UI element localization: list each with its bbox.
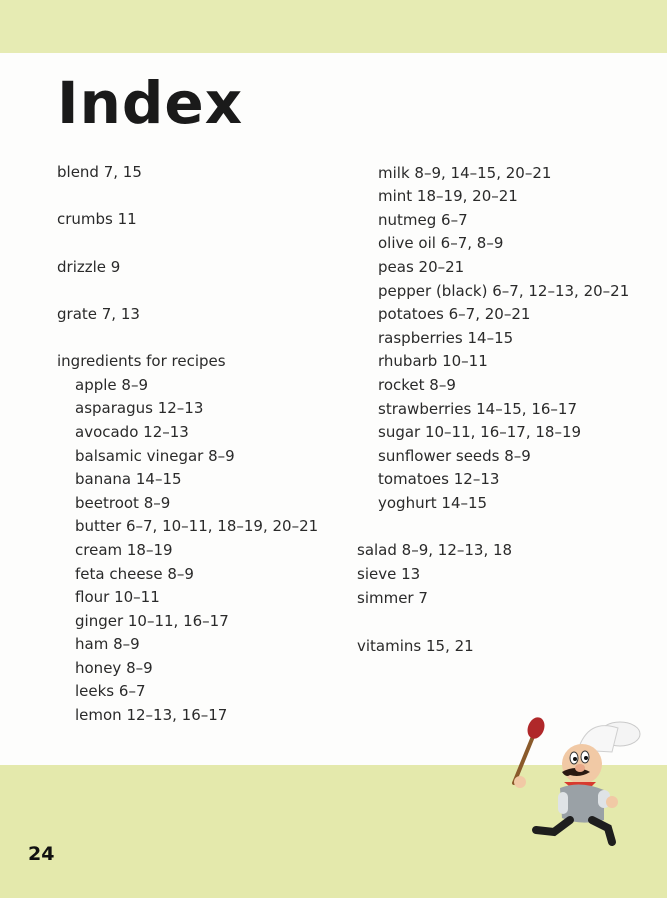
index-subentry: pepper (black) 6–7, 12–13, 20–21: [378, 282, 630, 300]
index-subentry: milk 8–9, 14–15, 20–21: [378, 164, 552, 182]
page-title: Index: [57, 69, 244, 137]
index-subentry: feta cheese 8–9: [75, 565, 194, 583]
index-subentry: banana 14–15: [75, 470, 182, 488]
index-subentry: leeks 6–7: [75, 682, 146, 700]
index-entry-drizzle: drizzle 9: [57, 258, 121, 276]
index-subentry: ham 8–9: [75, 635, 140, 653]
index-subentry: asparagus 12–13: [75, 399, 204, 417]
page-number: 24: [28, 843, 55, 865]
chef-running-with-spoon-icon: [500, 708, 650, 848]
index-subentry: ginger 10–11, 16–17: [75, 612, 229, 630]
index-subentry: tomatoes 12–13: [378, 470, 500, 488]
index-subentry: sunflower seeds 8–9: [378, 447, 531, 465]
index-subentry: peas 20–21: [378, 258, 465, 276]
index-subentry: rhubarb 10–11: [378, 352, 488, 370]
index-entry-crumbs: crumbs 11: [57, 210, 137, 228]
index-subentry: sugar 10–11, 16–17, 18–19: [378, 423, 582, 441]
index-entry-blend: blend 7, 15: [57, 163, 142, 181]
index-entry-simmer: simmer 7: [357, 589, 428, 607]
index-subentry: flour 10–11: [75, 588, 160, 606]
index-subentry: raspberries 14–15: [378, 329, 514, 347]
index-subentry: olive oil 6–7, 8–9: [378, 234, 504, 252]
index-subentry: rocket 8–9: [378, 376, 456, 394]
index-subentry: balsamic vinegar 8–9: [75, 447, 235, 465]
index-entry-ingredients: ingredients for recipes: [57, 352, 226, 370]
index-subentry: apple 8–9: [75, 376, 148, 394]
index-subentry: butter 6–7, 10–11, 18–19, 20–21: [75, 517, 319, 535]
index-entry-vitamins: vitamins 15, 21: [357, 637, 474, 655]
index-subentry: honey 8–9: [75, 659, 153, 677]
index-subentry: avocado 12–13: [75, 423, 189, 441]
index-subentry: nutmeg 6–7: [378, 211, 468, 229]
index-subentry: strawberries 14–15, 16–17: [378, 400, 578, 418]
index-subentry: yoghurt 14–15: [378, 494, 488, 512]
index-subentry: lemon 12–13, 16–17: [75, 706, 228, 724]
index-subentry: potatoes 6–7, 20–21: [378, 305, 531, 323]
index-entry-grate: grate 7, 13: [57, 305, 140, 323]
index-subentry: beetroot 8–9: [75, 494, 171, 512]
top-green-band: [0, 0, 667, 53]
index-subentry: cream 18–19: [75, 541, 173, 559]
index-entry-salad: salad 8–9, 12–13, 18: [357, 541, 513, 559]
index-subentry: mint 18–19, 20–21: [378, 187, 518, 205]
index-entry-sieve: sieve 13: [357, 565, 421, 583]
